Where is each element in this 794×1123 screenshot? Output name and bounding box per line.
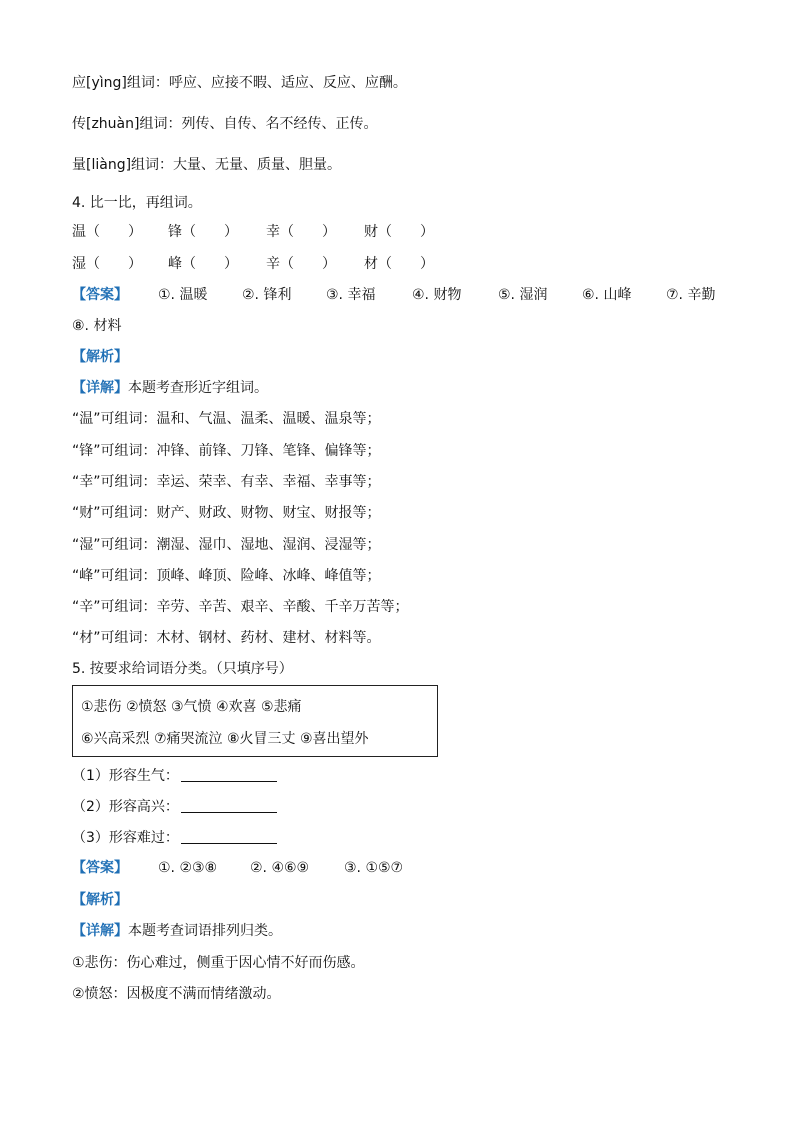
answer-item: ⑥. 山峰 [582,287,632,303]
q4-answer-row [72,285,732,305]
answer-item: ④. 财物 [412,287,462,303]
detail-line: “财”可组词：财产、财政、财物、财宝、财报等； [72,505,381,521]
detail-line: “湿”可组词：潮湿、湿巾、湿地、湿润、浸湿等； [72,537,381,553]
answer-item: ②. 锋利 [242,287,292,303]
fill-blank[interactable] [181,767,277,782]
compare-cell: 温（ ） [72,224,142,240]
answer-item: ③. ①⑤⑦ [344,860,404,876]
fill-item-label: （3）形容难过： [72,830,179,846]
detail-intro-text: 本题考查词语排列归类。 [128,923,282,939]
detail-line: “温”可组词：温和、气温、温柔、温暖、温泉等； [72,411,381,427]
answer-item: ⑧. 材料 [72,318,122,334]
detail-line: ①悲伤：伤心难过，侧重于因心情不好而伤感。 [72,955,365,971]
text-line: 量[liàng]组词：大量、无量、质量、胆量。 [72,157,342,173]
fill-item [72,828,277,848]
detail-tag: 【详解】 [72,380,128,396]
fill-item-label: （2）形容高兴： [72,799,179,815]
detail-line: “锋”可组词：冲锋、前锋、刀锋、笔锋、偏锋等； [72,443,381,459]
answer-tag: 【答案】 [72,860,128,876]
text-line: 传[zhuàn]组词：列传、自传、名不经传、正传。 [72,116,378,132]
detail-line: ②愤怒：因极度不满而情绪激动。 [72,986,281,1002]
compare-cell: 财（ ） [364,224,434,240]
q5-answer-row [72,858,732,878]
compare-row-1 [72,222,732,242]
question-4-title: 4. 比一比，再组词。 [72,195,202,211]
compare-cell: 湿（ ） [72,256,142,272]
compare-cell: 幸（ ） [266,224,336,240]
fill-item-label: （1）形容生气： [72,768,179,784]
detail-line: “材”可组词：木材、钢材、药材、建材、材料等。 [72,630,381,646]
word-bank-box [72,685,438,757]
detail-line: “辛”可组词：辛劳、辛苦、艰辛、辛酸、千辛万苦等； [72,599,409,615]
answer-item: ⑦. 辛勤 [666,287,716,303]
text-line: 应[yìng]组词：呼应、应接不暇、适应、反应、应酬。 [72,75,407,91]
detail-intro [72,378,268,398]
answer-item: ⑤. 湿润 [498,287,548,303]
detail-tag: 【详解】 [72,923,128,939]
fill-blank[interactable] [181,829,277,844]
word-bank-line: ⑥兴高采烈 ⑦痛哭流泣 ⑧火冒三丈 ⑨喜出望外 [81,731,369,747]
fill-item [72,797,277,817]
compare-cell: 辛（ ） [266,256,336,272]
compare-row-2 [72,254,732,274]
analysis-tag: 【解析】 [72,892,128,908]
question-5-title: 5. 按要求给词语分类。（只填序号） [72,661,293,677]
compare-cell: 峰（ ） [168,256,238,272]
analysis-tag: 【解析】 [72,349,128,365]
compare-cell: 锋（ ） [168,224,238,240]
compare-cell: 材（ ） [364,256,434,272]
answer-item: ①. 温暖 [158,287,208,303]
answer-tag: 【答案】 [72,287,128,303]
fill-blank[interactable] [181,798,277,813]
detail-intro-text: 本题考查形近字组词。 [128,380,268,396]
answer-item: ①. ②③⑧ [158,860,218,876]
answer-item: ③. 幸福 [326,287,376,303]
detail-line: “幸”可组词：幸运、荣幸、有幸、幸福、幸事等； [72,474,381,490]
word-bank-line: ①悲伤 ②愤怒 ③气愤 ④欢喜 ⑤悲痛 [81,699,302,715]
detail-line: “峰”可组词：顶峰、峰顶、险峰、冰峰、峰值等； [72,568,381,584]
fill-item [72,766,277,786]
detail-intro [72,921,282,941]
answer-item: ②. ④⑥⑨ [250,860,310,876]
